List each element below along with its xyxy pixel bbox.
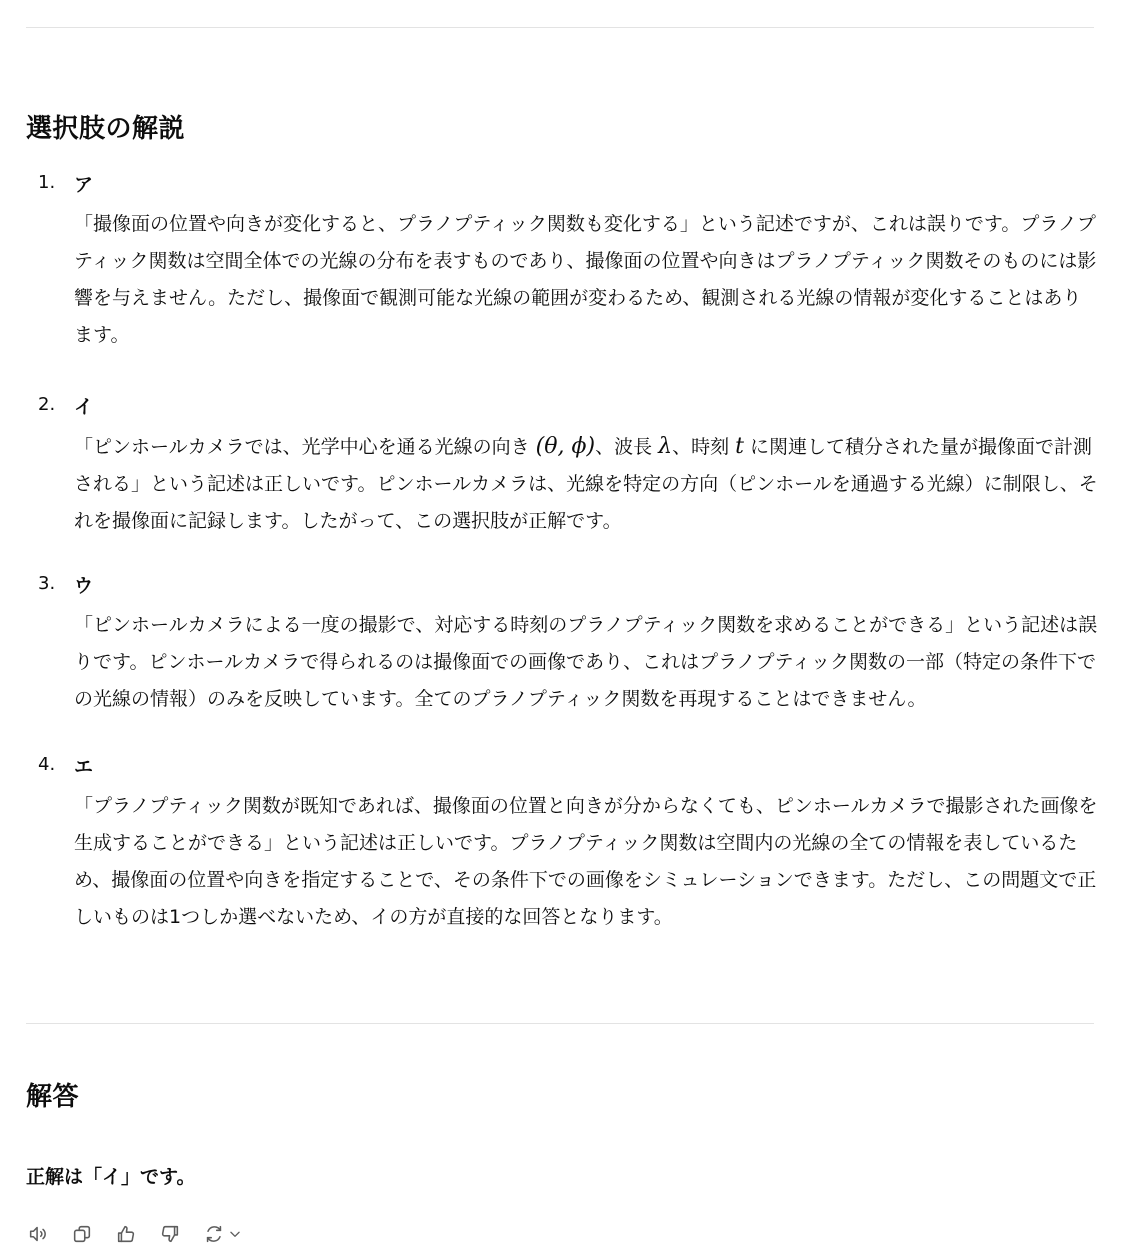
list-item-body: 「ピンホールカメラでは、光学中心を通る光線の向き (θ, ϕ)、波長 λ、時刻 t に関連して積分された量が撮像面で計測される」という記述は正しいです。ピンホールカメラは、光線を特定の方向（ピンホールを通過する光線）に制限し、それを撮像面に記録します。したがって、この選択肢が正解です。 [74, 434, 1098, 532]
list-number: 1. [38, 172, 56, 193]
read-aloud-button[interactable] [26, 1222, 50, 1246]
list-item-title: ア [74, 174, 94, 196]
copy-icon [71, 1223, 93, 1245]
read-aloud-icon [27, 1223, 49, 1245]
bad-response-button[interactable] [158, 1222, 182, 1246]
math-lambda: λ [658, 434, 673, 459]
list-number: 2. [38, 394, 56, 415]
list-item-body: 「ピンホールカメラによる一度の撮影で、対応する時刻のプラノプティック関数を求めることができる」という記述は誤りです。ピンホールカメラで得られるのは撮像面での画像であり、これはプラノプティック関数の一部（特定の条件下での光線の情報）のみを反映しています。全てのプラノプティック関数を再現することはできません。 [74, 614, 1098, 710]
section-heading-answer: 解答 [26, 1082, 80, 1112]
regenerate-icon [203, 1223, 225, 1245]
good-response-button[interactable] [114, 1222, 138, 1246]
list-item-title: エ [74, 756, 94, 778]
math-t: t [735, 434, 744, 459]
answer-text: 正解は「イ」です。 [26, 1166, 196, 1188]
copy-button[interactable] [70, 1222, 94, 1246]
thumbs-up-icon [115, 1223, 137, 1245]
math-theta-phi: (θ, ϕ) [535, 434, 596, 459]
regenerate-button[interactable] [202, 1222, 242, 1246]
message-actions-bar [26, 1222, 242, 1246]
middle-divider [26, 1023, 1094, 1024]
chevron-down-icon [228, 1227, 242, 1241]
list-item-title: イ [74, 396, 94, 418]
list-number: 4. [38, 754, 56, 775]
top-divider [26, 27, 1094, 28]
list-item-title: ウ [74, 575, 94, 597]
list-number: 3. [38, 573, 56, 594]
thumbs-down-icon [159, 1223, 181, 1245]
list-item-body: 「プラノプティック関数が既知であれば、撮像面の位置と向きが分からなくても、ピンホールカメラで撮影された画像を生成することができる」という記述は正しいです。プラノプティック関数は空間内の光線の全ての情報を表しているため、撮像面の位置や向きを指定することで、その条件下での画像をシミュレーションできます。ただし、この問題文で正しいものは1つしか選べないため、イの方が直接的な回答となります。 [74, 795, 1098, 928]
section-heading-explanation: 選択肢の解説 [26, 114, 186, 144]
list-item-body: 「撮像面の位置や向きが変化すると、プラノプティック関数も変化する」という記述ですが、これは誤りです。プラノプティック関数は空間全体での光線の分布を表すものであり、撮像面の位置や向きはプラノプティック関数そのものには影響を与えません。ただし、撮像面で観測可能な光線の範囲が変わるため、観測される光線の情報が変化することはあります。 [74, 213, 1097, 346]
